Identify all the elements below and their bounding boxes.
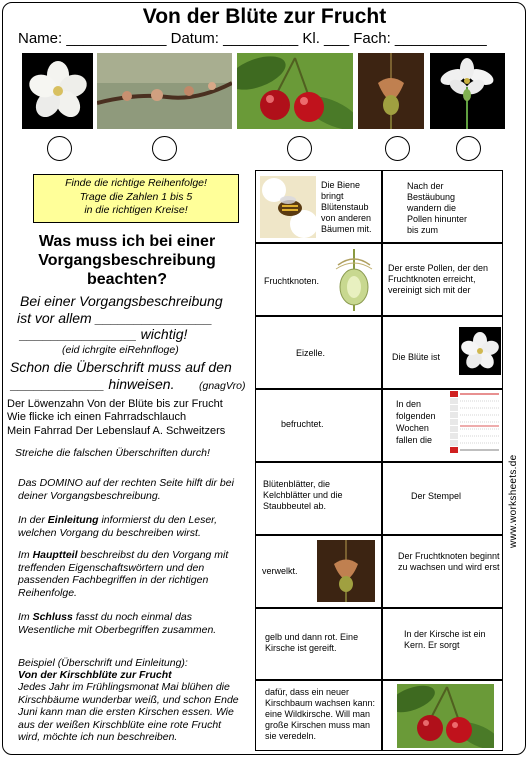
domino-row-line — [255, 679, 503, 681]
tip-keyword: Hauptteil — [32, 549, 78, 561]
name-date-class-subject-line: Name: ____________ Datum: _________ Kl. ___ Fach: ___________ — [18, 30, 487, 47]
order-circle-4[interactable] — [385, 136, 410, 161]
tip-keyword: Schluss — [32, 611, 73, 623]
withered-blossom-icon — [317, 540, 375, 602]
instruction-line: Finde die richtige Reihenfolge! — [65, 177, 207, 189]
tip-text: fasst du noch einmal das Wesentliche mit Oberbegriffen zusammen. — [18, 611, 217, 636]
bee-on-blossom-icon — [260, 176, 316, 238]
tip-text: Im — [18, 611, 33, 623]
tip-text: In der — [18, 514, 48, 526]
instruction-line: in die richtigen Kreise! — [84, 204, 188, 216]
question-heading — [8, 232, 246, 289]
domino-r5-right: Der Stempel — [411, 491, 462, 501]
domino-r2-right: Der erste Pollen, der den Fruchtknoten erreicht, vereinigt sich mit der — [388, 263, 489, 295]
domino-row-line — [255, 461, 503, 463]
tip-keyword: Einleitung — [47, 514, 99, 526]
cherry-branch-buds-photo-icon — [97, 53, 232, 129]
title-option-row-1[interactable]: Der Löwenzahn Von der Blüte bis zur Frucht — [7, 398, 223, 410]
scrambled-hint-1: (eid ichrgite eiRehnfloge) — [62, 344, 179, 356]
page-title: Von der Blüte zur Frucht — [142, 5, 387, 28]
domino-r7-right: In der Kirsche ist ein Kern. Er sorgt — [404, 629, 486, 650]
heading-line: beachten? — [86, 271, 167, 288]
order-circle-5[interactable] — [456, 136, 481, 161]
ovary-drawing-icon — [330, 247, 378, 311]
title-option-row-2[interactable]: Wie flicke ich einen Fahrradschlauch — [7, 411, 187, 423]
website-credit: www.worksheets.de — [508, 454, 519, 548]
domino-r6-right: Der Fruchtknoten beginnt zu wachsen und wird erst — [398, 551, 500, 572]
hauptteil-tip — [18, 549, 240, 599]
calendar-table-icon — [449, 390, 502, 458]
domino-row-line — [255, 242, 503, 244]
einleitung-tip — [18, 514, 240, 539]
domino-r8-left: dafür, dass ein neuer Kirschbaum wachsen kann: eine Wildkirsche. Will man große Kirschen muss man sie veredeln. — [265, 687, 376, 741]
domino-row-line — [255, 607, 503, 609]
ripe-cherries-photo-icon — [237, 53, 353, 129]
domino-row-line — [255, 534, 503, 536]
cherries-icon — [397, 684, 494, 748]
domino-r2-left: Fruchtknoten. — [264, 276, 320, 286]
domino-r7-left: gelb und dann rot. Eine Kirsche ist gereift. — [265, 632, 359, 653]
order-circle-2[interactable] — [152, 136, 177, 161]
order-circle-3[interactable] — [287, 136, 312, 161]
order-circle-1[interactable] — [47, 136, 72, 161]
schluss-tip — [18, 611, 240, 636]
instruction-line: Trage die Zahlen 1 bis 5 — [79, 190, 193, 203]
tip-text: informierst du den Leser, welchen Vorgang du beschreiben wirst. — [18, 514, 218, 539]
domino-tip: Das DOMINO auf der rechten Seite hilft dir bei deiner Vorgangsbeschreibung. — [18, 477, 234, 502]
scrambled-hint-2: (gnagVro) — [199, 380, 246, 392]
cloze-line-5: ____________ hinweisen. — [11, 376, 175, 392]
domino-r3-right: Die Blüte ist — [392, 352, 441, 362]
cloze-line-1: Bei einer Vorgangsbeschreibung — [20, 293, 223, 309]
domino-r5-left: Blütenblätter, die Kelchblätter und die Staubbeutel ab. — [263, 479, 343, 511]
tip-text: Im — [18, 549, 33, 561]
example-label: Beispiel (Überschrift und Einleitung): — [18, 657, 188, 669]
blossom-icon — [459, 327, 501, 375]
heading-line: Vorgangsbeschreibung — [38, 252, 216, 269]
domino-r6-left: verwelkt. — [262, 566, 298, 576]
example-text: Jedes Jahr im Frühlingsmonat Mai blühen die Kirschbäume wunderbar weiß, und schon Ende Juni kann man die ersten Kirschen essen. Wie aus der weißen Kirschblüte eine rote Frucht wird, möchte ich nun beschreiben. — [18, 681, 239, 743]
domino-r4-right: In den folgenden Wochen fallen die — [396, 399, 436, 445]
domino-r1-right: Nach der Bestäubung wandern die Pollen hinunter bis zum — [407, 181, 468, 235]
cloze-line-4: Schon die Überschrift muss auf den — [10, 359, 232, 375]
instruction-box — [33, 174, 239, 223]
cloze-line-3: _______________ wichtig! — [20, 326, 188, 342]
domino-row-line — [255, 315, 503, 317]
withered-blossom-photo-icon — [358, 53, 424, 129]
domino-r1-left: Die Biene bringt Blütenstaub von anderen Bäumen mit. — [321, 180, 372, 234]
domino-r4-left: befruchtet. — [281, 419, 324, 429]
tip-text: beschreibst du den Vorgang mit treffenden Eigenschaftswörtern und den passenden Fachbegriffen in der richtigen Reihenfolge. — [18, 549, 229, 599]
heading-line: Was muss ich bei einer — [38, 233, 216, 250]
white-blossom-photo-icon — [430, 53, 505, 129]
example-title: Von der Kirschblüte zur Frucht — [18, 669, 172, 681]
domino-r3-left: Eizelle. — [296, 348, 326, 358]
strike-instruction: Streiche die falschen Überschriften durch! — [15, 447, 210, 459]
cherry-blossom-photo-icon — [22, 53, 93, 129]
title-option-row-3[interactable]: Mein Fahrrad Der Lebenslauf A. Schweitzers — [7, 425, 226, 437]
cloze-line-2: ist vor allem _______________ — [17, 310, 213, 326]
